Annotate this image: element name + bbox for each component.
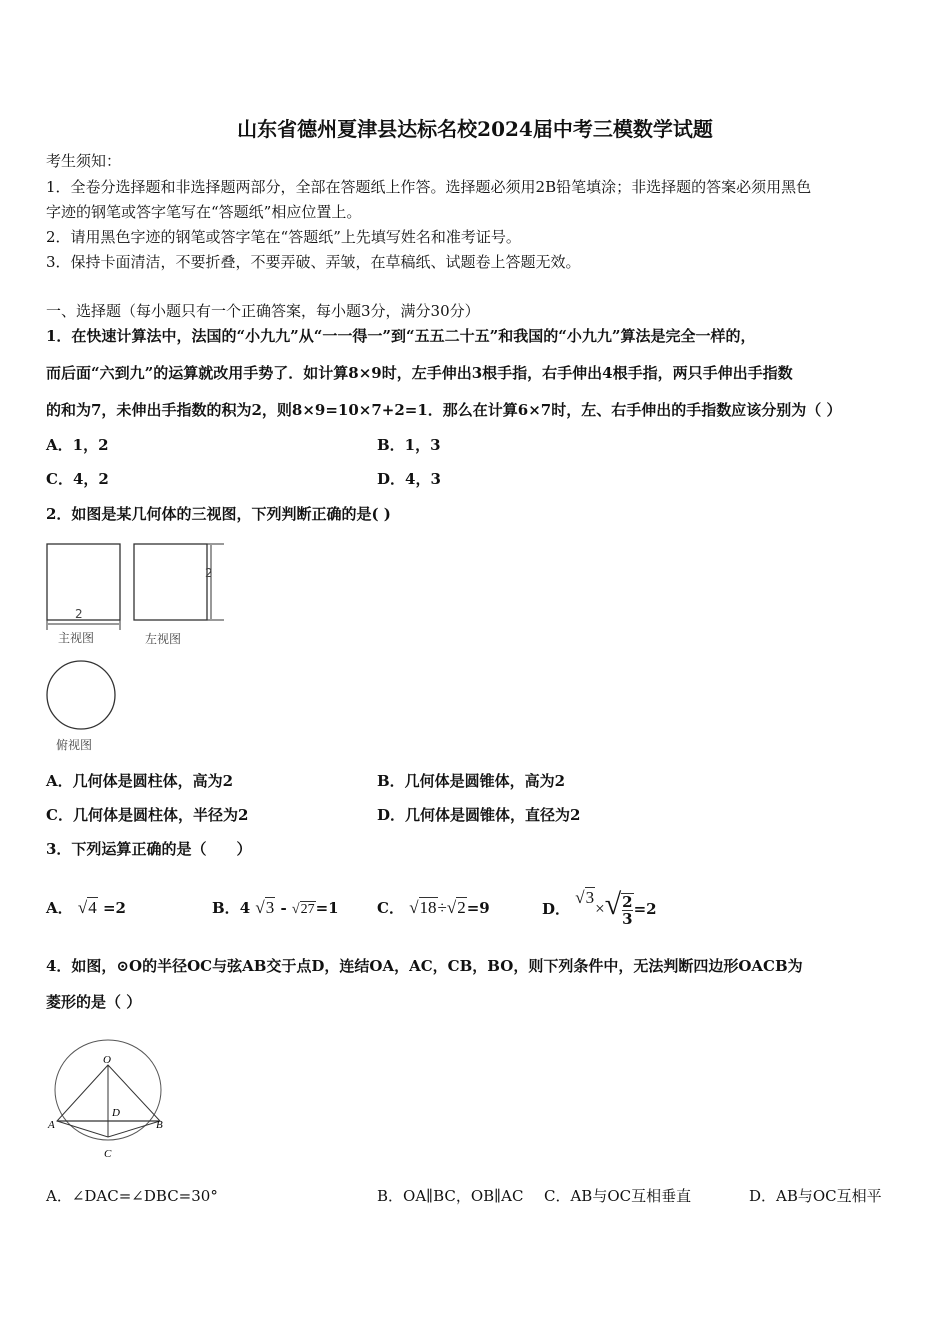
sqrt: √3 [255, 898, 275, 917]
front-view-square [47, 544, 120, 620]
notice-heading: 考生须知： [46, 152, 122, 170]
q4-option-d: D．AB与OC互相平 [749, 1187, 882, 1205]
point-o-label: O [103, 1054, 111, 1066]
notice-line: 3．保持卡面清洁，不要折叠，不要弄破、弄皱，在草稿纸、试题卷上答题无效。 [46, 253, 581, 271]
option-label: C． [377, 899, 404, 917]
result: =2 [633, 900, 657, 918]
sqrt: √2 [446, 898, 466, 917]
q4-option-c: C．AB与OC互相垂直 [544, 1187, 692, 1205]
height-dim-label: 2 [205, 566, 213, 580]
fraction [621, 893, 633, 927]
q4-option-b: B．OA∥BC，OB∥AC [377, 1187, 524, 1205]
q3-option-b [212, 898, 339, 920]
sqrt: √4 [77, 898, 97, 917]
result: =2 [102, 899, 126, 917]
option-label: A． [46, 899, 73, 917]
q4-line: 4．如图，⊙O的半径OC与弦AB交于点D，连结OA，AC，CB，BO，则下列条件中，无法判断四边形OACB为 [46, 957, 803, 975]
sqrt: √27 [291, 902, 315, 917]
radicand: 18 [419, 898, 437, 917]
sqrt: √ [604, 888, 622, 921]
notice-line: 字迹的钢笔或答字笔写在“答题纸”相应位置上。 [46, 203, 362, 221]
point-c-label: C [104, 1148, 112, 1160]
notice-line: 1．全卷分选择题和非选择题两部分，全部在答题纸上作答。选择题必须用2B铅笔填涂；非选择题的答案必须用黑色 [46, 178, 812, 196]
circle-rhombus-figure [45, 1035, 175, 1165]
sqrt: √18 [409, 898, 437, 917]
q1-option-a: A．1，2 [46, 436, 109, 454]
radicand: 27 [300, 902, 315, 917]
option-label: D． [542, 900, 571, 918]
q1-option-b: B．1，3 [377, 436, 441, 454]
q3-option-c [377, 898, 490, 918]
q2-option-b: B．几何体是圆锥体，高为2 [377, 772, 566, 790]
radicand: 2 [457, 898, 466, 917]
coefficient: 4 [239, 899, 251, 917]
q3-stem: 3．下列运算正确的是（ ） [46, 840, 252, 858]
q1-option-d: D．4，3 [377, 470, 441, 488]
operator: - [280, 899, 287, 917]
point-d-label: D [112, 1107, 120, 1119]
q2-option-a: A．几何体是圆柱体，高为2 [46, 772, 234, 790]
denominator: 3 [622, 910, 633, 928]
radicand: 3 [265, 898, 275, 917]
page-title: 山东省德州夏津县达标名校2024届中考三模数学试题 [237, 117, 713, 141]
q3-option-a [46, 898, 126, 918]
side-view-label: 左视图 [145, 632, 182, 646]
top-view-circle [47, 661, 115, 729]
q1-line: 的和为7，未伸出手指数的积为2，则8×9=10×7+2=1．那么在计算6×7时，左、右手伸出的手指数应该分别为（ ） [46, 401, 842, 419]
operator: × [595, 899, 605, 918]
q3-option-d [542, 880, 657, 934]
sqrt: √3 [575, 888, 595, 907]
width-dim-label: 2 [75, 607, 83, 621]
point-a-label: A [48, 1119, 55, 1131]
point-b-label: B [156, 1119, 163, 1131]
result: =9 [466, 899, 490, 917]
side-view-square [134, 544, 207, 620]
top-view-label: 俯视图 [56, 738, 93, 752]
operator: ÷ [437, 898, 447, 917]
radicand: 4 [88, 898, 97, 917]
option-label: B． [212, 899, 240, 917]
numerator: 2 [622, 893, 633, 911]
q2-option-d: D．几何体是圆锥体，直径为2 [377, 806, 581, 824]
q4-option-a: A．∠DAC=∠DBC=30° [46, 1187, 218, 1205]
radicand: 3 [585, 888, 595, 907]
section-heading: 一、选择题（每小题只有一个正确答案，每小题3分，满分30分） [46, 302, 480, 320]
q1-line: 1．在快速计算法中，法国的“小九九”从“一一得一”到“五五二十五”和我国的“小九九”算法是完全一样的， [46, 327, 756, 345]
notice-line: 2．请用黑色字迹的钢笔或答字笔在“答题纸”上先填写姓名和准考证号。 [46, 228, 521, 246]
q2-option-c: C．几何体是圆柱体，半径为2 [46, 806, 249, 824]
front-view-label: 主视图 [58, 631, 95, 645]
q1-option-c: C．4，2 [46, 470, 109, 488]
q4-line: 菱形的是（ ） [46, 993, 142, 1011]
result: =1 [315, 899, 339, 917]
q1-line: 而后面“六到九”的运算就改用手势了．如计算8×9时，左手伸出3根手指，右手伸出4根手指，两只手伸出手指数 [46, 364, 793, 382]
q2-stem: 2．如图是某几何体的三视图，下列判断正确的是( ) [46, 505, 391, 523]
